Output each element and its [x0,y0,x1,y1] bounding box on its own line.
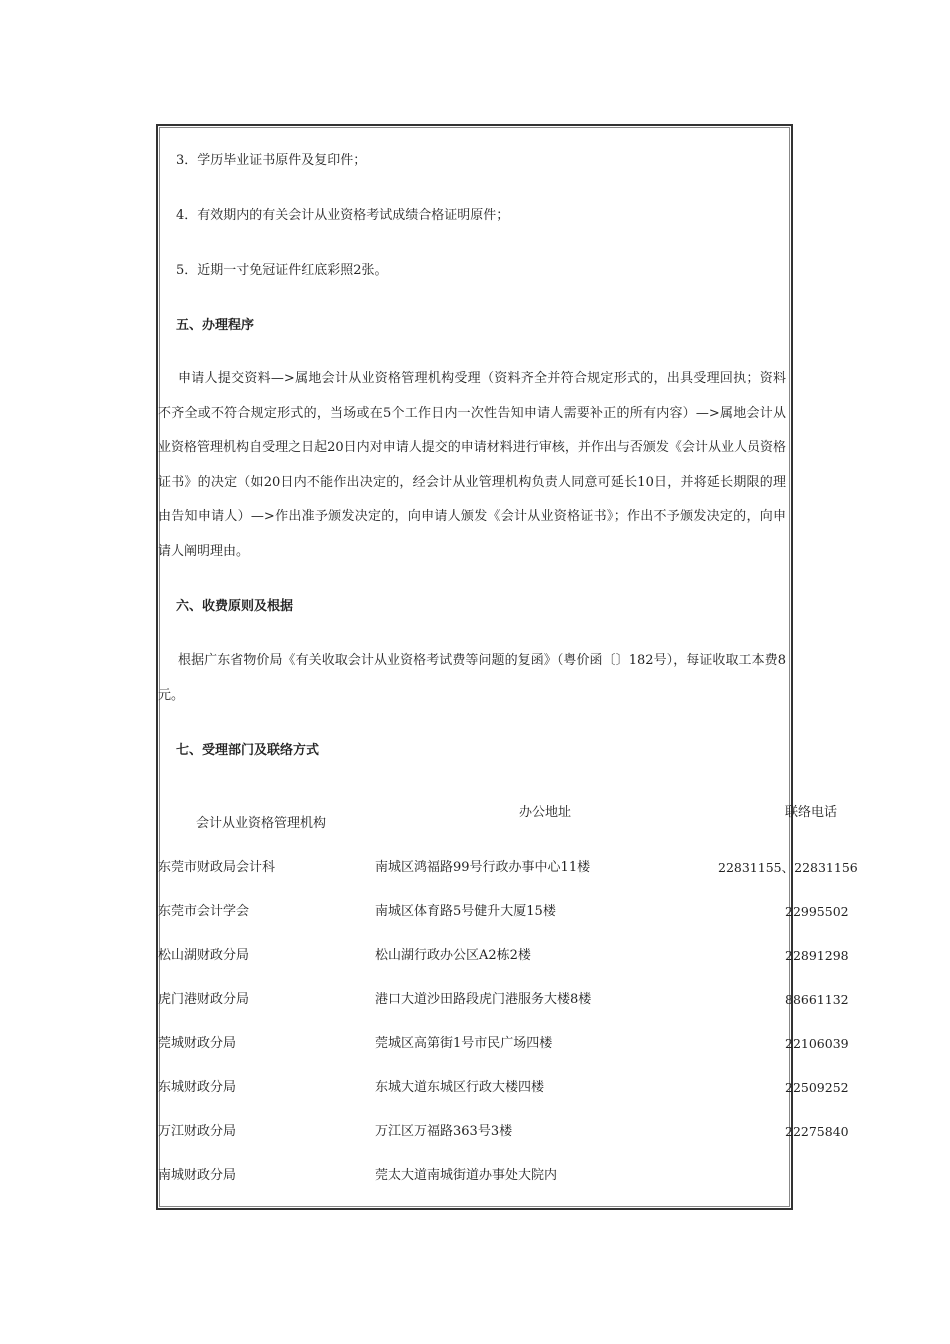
phone-cell: 22509252 [785,1080,849,1095]
address-cell: 万江区万福路363号3楼 [375,1124,513,1139]
phone-cell: 22275840 [785,1124,849,1139]
item-3: 3．学历毕业证书原件及复印件； [176,153,367,168]
section-5-title: 五、办理程序 [176,318,255,333]
address-cell: 莞城区高第街1号市民广场四楼 [375,1036,553,1051]
table-header-address: 办公地址 [519,805,572,820]
section-6-title: 六、收费原则及根据 [176,599,294,614]
section-6-body: 根据广东省物价局《有关收取会计从业资格考试费等问题的复函》（粤价函〔〕182号），每证收取工本费8元。 [158,653,786,703]
org-cell: 东莞市会计学会 [158,904,250,919]
table-header-phone: 联络电话 [785,805,838,820]
phone-cell: 22891298 [785,948,849,963]
section-5-body: 申请人提交资料—>属地会计从业资格管理机构受理（资料齐全并符合规定形式的，出具受理回执；资料不齐全或不符合规定形式的，当场或在5个工作日内一次性告知申请人需要补正的所有内容）—>属地会计从业资格管理机构自受理之日起20日内对申请人提交的申请材料进行审核，并作出与否颁发《会计从业人员资格证书》的决定（如20日内不能作出决定的，经会计从业管理机构负责人同意可延长10日，并将延长期限的理由告知申请人）—>作出准予颁发决定的，向申请人颁发《会计从业资格证书》；作出不予颁发决定的，向申请人阐明理由。 [158,371,786,559]
phone-cell: 22831155、22831156 [718,860,858,875]
phone-cell: 22995502 [785,904,849,919]
phone-cell: 22106039 [785,1036,849,1051]
item-5: 5．近期一寸免冠证件红底彩照2张。 [176,263,388,278]
org-cell: 莞城财政分局 [158,1036,237,1051]
phone-cell: 88661132 [785,992,849,1007]
address-cell: 南城区体育路5号健升大厦15楼 [375,904,556,919]
org-cell: 万江财政分局 [158,1124,237,1139]
org-cell: 东城财政分局 [158,1080,237,1095]
item-4: 4．有效期内的有关会计从业资格考试成绩合格证明原件； [176,208,510,223]
address-cell: 南城区鸿福路99号行政办事中心11楼 [375,860,591,875]
org-cell: 松山湖财政分局 [158,948,250,963]
section-7-title: 七、受理部门及联络方式 [176,743,320,758]
org-cell: 虎门港财政分局 [158,992,250,1007]
org-cell: 东莞市财政局会计科 [158,860,276,875]
org-cell: 南城财政分局 [158,1168,237,1183]
address-cell: 莞太大道南城街道办事处大院内 [375,1168,558,1183]
table-header-org: 会计从业资格管理机构 [196,816,327,831]
address-cell: 东城大道东城区行政大楼四楼 [375,1080,545,1095]
address-cell: 松山湖行政办公区A2栋2楼 [375,948,531,963]
address-cell: 港口大道沙田路段虎门港服务大楼8楼 [375,992,592,1007]
